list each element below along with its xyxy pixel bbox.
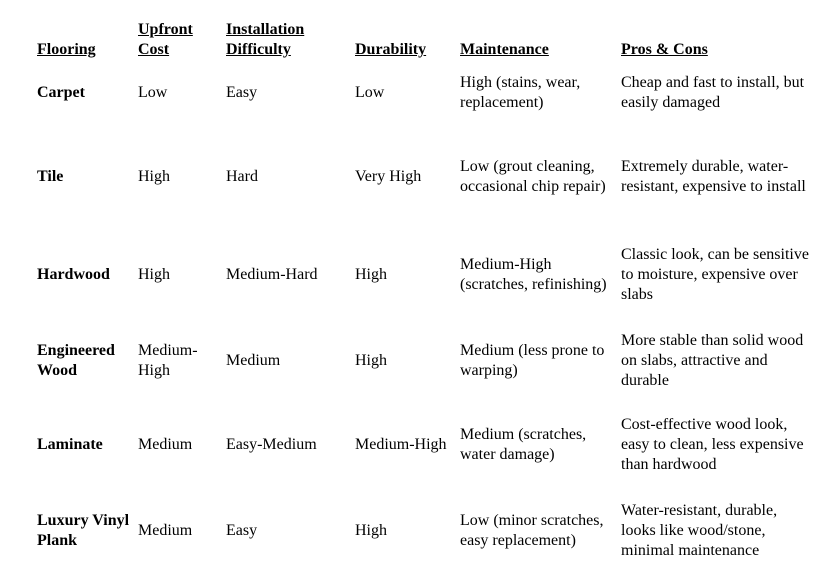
row-installation-difficulty: Easy (226, 84, 258, 101)
header-maintenance: Maintenance (460, 41, 549, 58)
row-flooring-name: Engineered Wood (37, 342, 115, 379)
row-flooring-name: Hardwood (37, 266, 110, 283)
row-flooring-name: Luxury Vinyl Plank (37, 512, 130, 549)
row-installation-difficulty: Medium-Hard (226, 266, 318, 283)
row-durability: Medium-High (355, 436, 447, 453)
row-installation-difficulty: Medium (226, 352, 281, 369)
row-upfront-cost: Low (138, 84, 168, 101)
row-maintenance: Medium (scratches, water damage) (460, 426, 587, 463)
header-flooring: Flooring (37, 41, 96, 58)
row-upfront-cost: Medium (138, 436, 193, 453)
row-upfront-cost: Medium-High (138, 342, 198, 379)
row-pros-cons: More stable than solid wood on slabs, attractive and durable (621, 332, 804, 389)
row-maintenance: Low (grout cleaning, occasional chip repair) (460, 158, 606, 195)
header-upfront-cost: Upfront Cost (138, 21, 193, 58)
table-row (33, 62, 817, 124)
table-row (33, 124, 817, 230)
table-row (33, 488, 817, 574)
row-installation-difficulty: Hard (226, 168, 258, 185)
table-row (33, 320, 817, 402)
row-installation-difficulty: Easy-Medium (226, 436, 317, 453)
row-pros-cons: Extremely durable, water-resistant, expensive to install (621, 158, 806, 195)
row-pros-cons: Cost-effective wood look, easy to clean, less expensive than hardwood (621, 416, 804, 473)
table-row (33, 402, 817, 488)
row-pros-cons: Classic look, can be sensitive to moisture, expensive over slabs (621, 246, 809, 303)
row-maintenance: Low (minor scratches, easy replacement) (460, 512, 604, 549)
row-maintenance: Medium-High (scratches, refinishing) (460, 256, 607, 293)
row-durability: Very High (355, 168, 422, 185)
row-upfront-cost: Medium (138, 522, 193, 539)
row-durability: High (355, 522, 387, 539)
row-upfront-cost: High (138, 266, 170, 283)
row-maintenance: Medium (less prone to warping) (460, 342, 605, 379)
row-upfront-cost: High (138, 168, 170, 185)
row-durability: High (355, 352, 387, 369)
row-durability: Low (355, 84, 385, 101)
row-maintenance: High (stains, wear, replacement) (460, 74, 581, 111)
flooring-comparison-table (33, 16, 817, 574)
row-durability: High (355, 266, 387, 283)
row-flooring-name: Laminate (37, 436, 103, 453)
row-flooring-name: Tile (37, 168, 64, 185)
row-flooring-name: Carpet (37, 84, 85, 101)
header-durability: Durability (355, 41, 427, 58)
table-header-row (33, 16, 817, 62)
row-pros-cons: Cheap and fast to install, but easily damaged (621, 74, 805, 111)
table-row (33, 230, 817, 320)
row-installation-difficulty: Easy (226, 522, 258, 539)
row-pros-cons: Water-resistant, durable, looks like wood/stone, minimal maintenance (621, 502, 778, 559)
header-installation-difficulty: Installation Difficulty (226, 21, 305, 58)
header-pros-cons: Pros & Cons (621, 41, 708, 58)
